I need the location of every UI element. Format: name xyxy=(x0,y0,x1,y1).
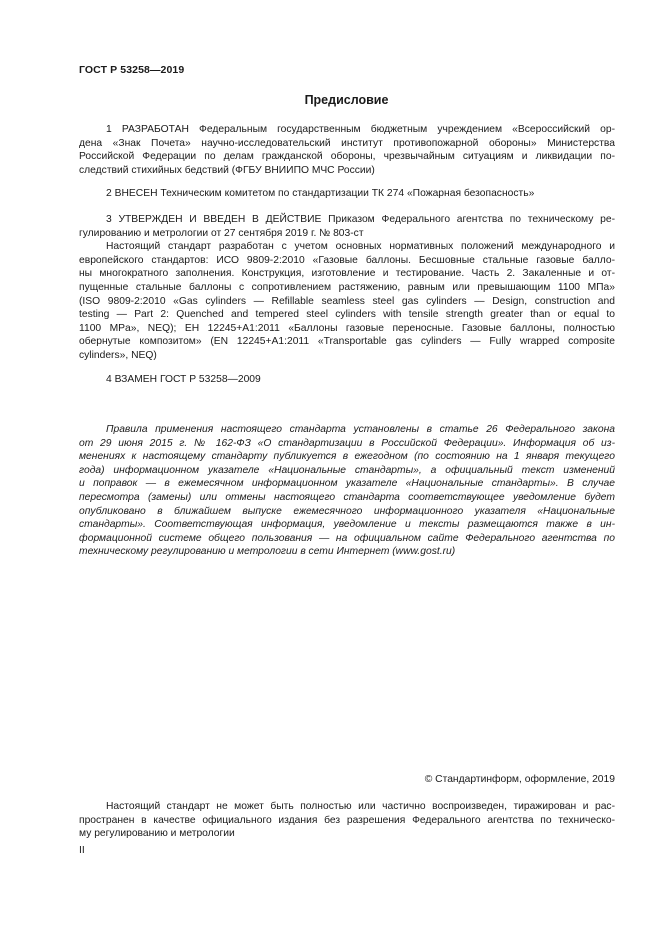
section-line: 3 УТВЕРЖДЕН И ВВЕДЕН В ДЕЙСТВИЕ Приказом Федерального агентства по техническому ре- xyxy=(106,214,615,225)
usage-notice xyxy=(79,423,615,559)
notice-line: менениях к настоящему стандарту публикуется в ежегодном (по состоянию на 1 января текущего xyxy=(79,451,615,463)
section-line: 1 РАЗРАБОТАН Федеральным государственным бюджетным учреждением «Всероссийский ор- xyxy=(106,124,615,135)
section-line: обернутые композитом» (EN 12245+A1:2011 «Transportable gas cylinders — Fully wrapped composite xyxy=(79,336,615,348)
section-line: дена «Знак Почета» научно-исследовательский институт противопожарной обороны» Министерства xyxy=(79,137,615,149)
notice-line: опубликовано в ближайшем выпуске ежемесячного информационного указателя «Национальные xyxy=(79,505,615,517)
reproduction-notice xyxy=(79,800,615,841)
copyright-line: © Стандартинформ, оформление, 2019 xyxy=(424,774,615,785)
notice-line: техническому регулированию и метрологии в сети Интернет (www.gost.ru) xyxy=(79,546,456,558)
page-number: II xyxy=(79,845,85,856)
page-title: Предисловие xyxy=(304,93,389,107)
section-line: пущенные стальные баллоны с сопротивлением растяжению, равным или превышающим 1100 МПа» xyxy=(79,281,615,293)
section-line: европейского стандартов: ИСО 9809-2:2010 «Газовые баллоны. Бесшовные стальные газовые балло- xyxy=(79,254,615,266)
section-replaces xyxy=(79,373,615,387)
section-line: Российской Федерации по делам гражданской обороны, чрезвычайным ситуациям и ликвидации по- xyxy=(79,151,615,163)
section-introduced-by xyxy=(79,187,615,201)
section-line: следствий стихийных бедствий (ФГБУ ВНИИПО МЧС России) xyxy=(79,164,375,176)
section-line: ны многократного заполнения. Конструкция, изготовление и тестирование. Часть 2. Закаленные и от- xyxy=(79,268,615,280)
section-line: testing — Part 2: Quenched and tempered steel cylinders with tensile strength greater than or equal to xyxy=(79,309,615,321)
notice-line: и поправок — в ежемесячном информационном указателе «Национальные стандарты». В случае xyxy=(79,478,615,490)
notice-line: Настоящий стандарт не может быть полностью или частично воспроизведен, тиражирован и рас- xyxy=(106,801,615,812)
section-line: 4 ВЗАМЕН ГОСТ Р 53258—2009 xyxy=(106,374,261,385)
section-approved xyxy=(79,213,615,363)
section-line: 1100 MPa», NEQ); ЕН 12245+A1:2011 «Баллоны газовые переносные. Газовые баллоны, полностью xyxy=(79,322,615,334)
section-developed-by xyxy=(79,123,615,177)
notice-line: формационной системе общего пользования — на официальном сайте Федерального агентства по xyxy=(79,532,615,544)
notice-line: му регулированию и метрологии xyxy=(79,828,235,840)
notice-line: года) информационном указателе «Национальные стандарты», а официальный текст изменений xyxy=(79,464,615,476)
notice-line: пересмотра (замены) или отмены настоящего стандарта соответствующее уведомление будет xyxy=(79,491,615,503)
document-header: ГОСТ Р 53258—2019 xyxy=(79,64,185,76)
notice-line: Правила применения настоящего стандарта установлены в статье 26 Федерального закона xyxy=(106,424,615,435)
section-line: (ISO 9809-2:2010 «Gas cylinders — Refillable seamless steel gas cylinders — Design, construction and xyxy=(79,295,615,307)
notice-line: стандарты». Соответствующая информация, уведомление и тексты размещаются также в ин- xyxy=(79,519,615,531)
notice-line: от 29 июня 2015 г. № 162-ФЗ «О стандартизации в Российской Федерации». Информация об из- xyxy=(79,437,615,449)
section-line: 2 ВНЕСЕН Техническим комитетом по стандартизации ТК 274 «Пожарная безопасность» xyxy=(106,188,535,199)
section-line: гулированию и метрологии от 27 сентября 2019 г. № 803-ст xyxy=(79,227,364,239)
section-line: cylinders», NEQ) xyxy=(79,349,157,361)
section-line: Настоящий стандарт разработан с учетом основных нормативных положений международного и xyxy=(106,241,615,253)
notice-line: пространен в качестве официального издания без разрешения Федерального агентства по техническо- xyxy=(79,814,615,826)
